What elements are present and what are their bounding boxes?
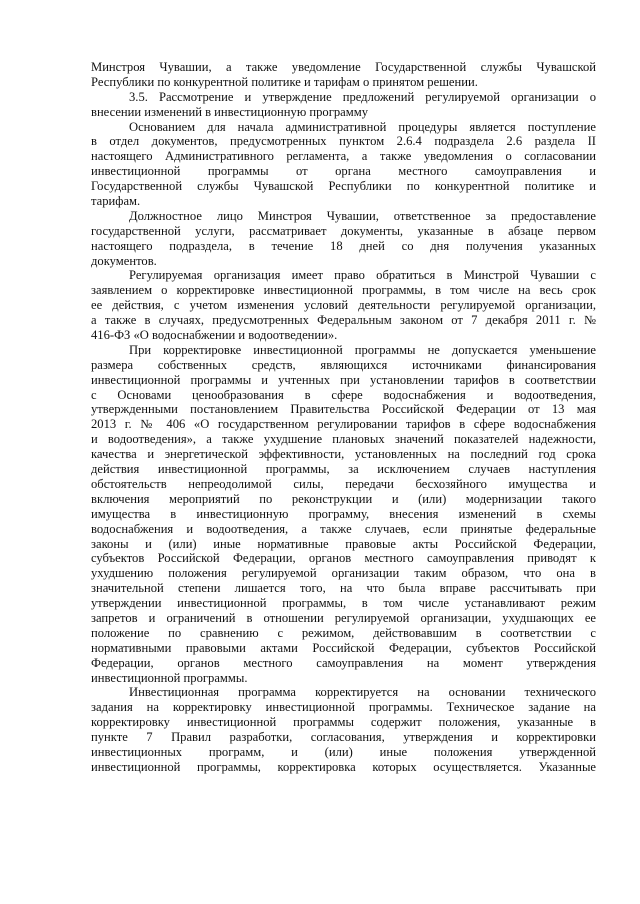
text-line: запретов и ограничений в отношении регулируемой организации, ухудшающих ее [91,610,596,625]
text-line: 416-ФЗ «О водоснабжении и водоотведении». [91,328,338,343]
text-line: ее действия, с учетом изменения условий деятельности регулируемой организации, [91,298,596,313]
text-line: Республики по конкурентной политике и тарифам о принятом решении. [91,74,478,89]
text-line: в отдел документов, предусмотренных пунктом 2.6.4 подраздела 2.6 раздела II [91,134,596,149]
paragraph [91,60,596,90]
paragraph [91,685,596,774]
text-line: а также в случаях, предусмотренных Федеральным законом от 7 декабря 2011 г. № [91,313,596,328]
text-line: утвержденными постановлением Правительства Российской Федерации от 13 мая [91,402,596,417]
text-line: Регулируемая организация имеет право обратиться в Минстрой Чувашии с [129,268,596,283]
text-line: ухудшению положения регулируемой организации таким образом, что она в [91,566,596,581]
text-line: с Основами ценообразования в сфере водоснабжения и водоотведения, [91,387,596,402]
text-line: имущества в инвестиционную программу, внесения изменений в схемы [91,506,596,521]
text-line: действия инвестиционной программы, за исключением случаев наступления [91,462,596,477]
text-line: водоснабжения и водоотведения, а также случаев, если принятые федеральные [91,521,596,536]
text-line: субъектов Российской Федерации, органов местного самоуправления приводят к [91,551,596,566]
text-line: настоящего подраздела, в течение 18 дней со дня получения указанных [91,238,596,253]
document-body [91,60,596,775]
text-line: корректировку инвестиционной программы содержит положения, указанные в [91,715,596,730]
text-line: положение по сравнению с режимом, действовавшим в соответствии с [91,625,596,640]
paragraph [91,90,596,120]
text-line: инвестиционной программы. [91,670,248,685]
text-line: Минстроя Чувашии, а также уведомление Государственной службы Чувашской [91,60,596,74]
text-line: и водоотведения», а также ухудшение плановых значений показателей надежности, [91,432,596,447]
text-line: инвестиционной программы и учтенных при установлении тарифов в соответствии [91,372,596,387]
text-line: заявлением о корректировке инвестиционной программы, в том числе на весь срок [91,283,596,298]
text-line: внесении изменений в инвестиционную программу [91,104,368,119]
text-line: Должностное лицо Минстроя Чувашии, ответственное за предоставление [129,208,596,223]
text-line: включения мероприятий по реконструкции и (или) модернизации такого [91,491,596,506]
text-line: значительной степени лишается того, на что была вправе рассчитывать при [91,581,596,596]
text-line: нормативными правовыми актами Российской Федерации, субъектов Российской [91,640,596,655]
paragraph [91,343,596,685]
text-line: Инвестиционная программа корректируется на основании технического [129,685,596,700]
text-line: законы и (или) иные нормативные правовые акты Российской Федерации, [91,536,596,551]
text-line: обстоятельств непреодолимой силы, передачи бесхозяйного имущества и [91,476,596,491]
text-line: пункте 7 Правил разработки, согласования, утверждения и корректировки [91,730,596,745]
text-line: При корректировке инвестиционной программы не допускается уменьшение [129,342,596,357]
paragraph [91,268,596,342]
text-line: инвестиционных программ, и (или) иные положения утвержденной [91,744,596,759]
text-line: размера собственных средств, являющихся источниками финансирования [91,357,596,372]
text-line: государственной услуги, рассматривает документы, указанные в абзаце первом [91,223,596,238]
text-line: Государственной службы Чувашской Республики по конкурентной политике и [91,179,596,194]
text-line: Основанием для начала административной процедуры является поступление [129,119,596,134]
text-line: тарифам. [91,194,141,209]
text-line: настоящего Административного регламента, а также уведомления о согласовании [91,149,596,164]
text-line: качества и энергетической эффективности, установленных на последний год срока [91,447,596,462]
text-line: 2013 г. № 406 «О государственном регулировании тарифов в сфере водоснабжения [91,417,596,432]
text-line: Федерации, органов местного самоуправления на момент утверждения [91,655,596,670]
text-line: инвестиционной программы, корректировка которых осуществляется. Указанные [91,759,596,774]
text-line: документов. [91,253,157,268]
text-line: утверждении инвестиционной программы, в том числе устанавливают режим [91,596,596,611]
paragraph [91,209,596,269]
text-line: 3.5. Рассмотрение и утверждение предложений регулируемой организации о [129,89,596,104]
text-line: задания на корректировку инвестиционной программы. Техническое задание на [91,700,596,715]
text-line: инвестиционной программы от органа местного самоуправления и [91,164,596,179]
paragraph [91,120,596,209]
